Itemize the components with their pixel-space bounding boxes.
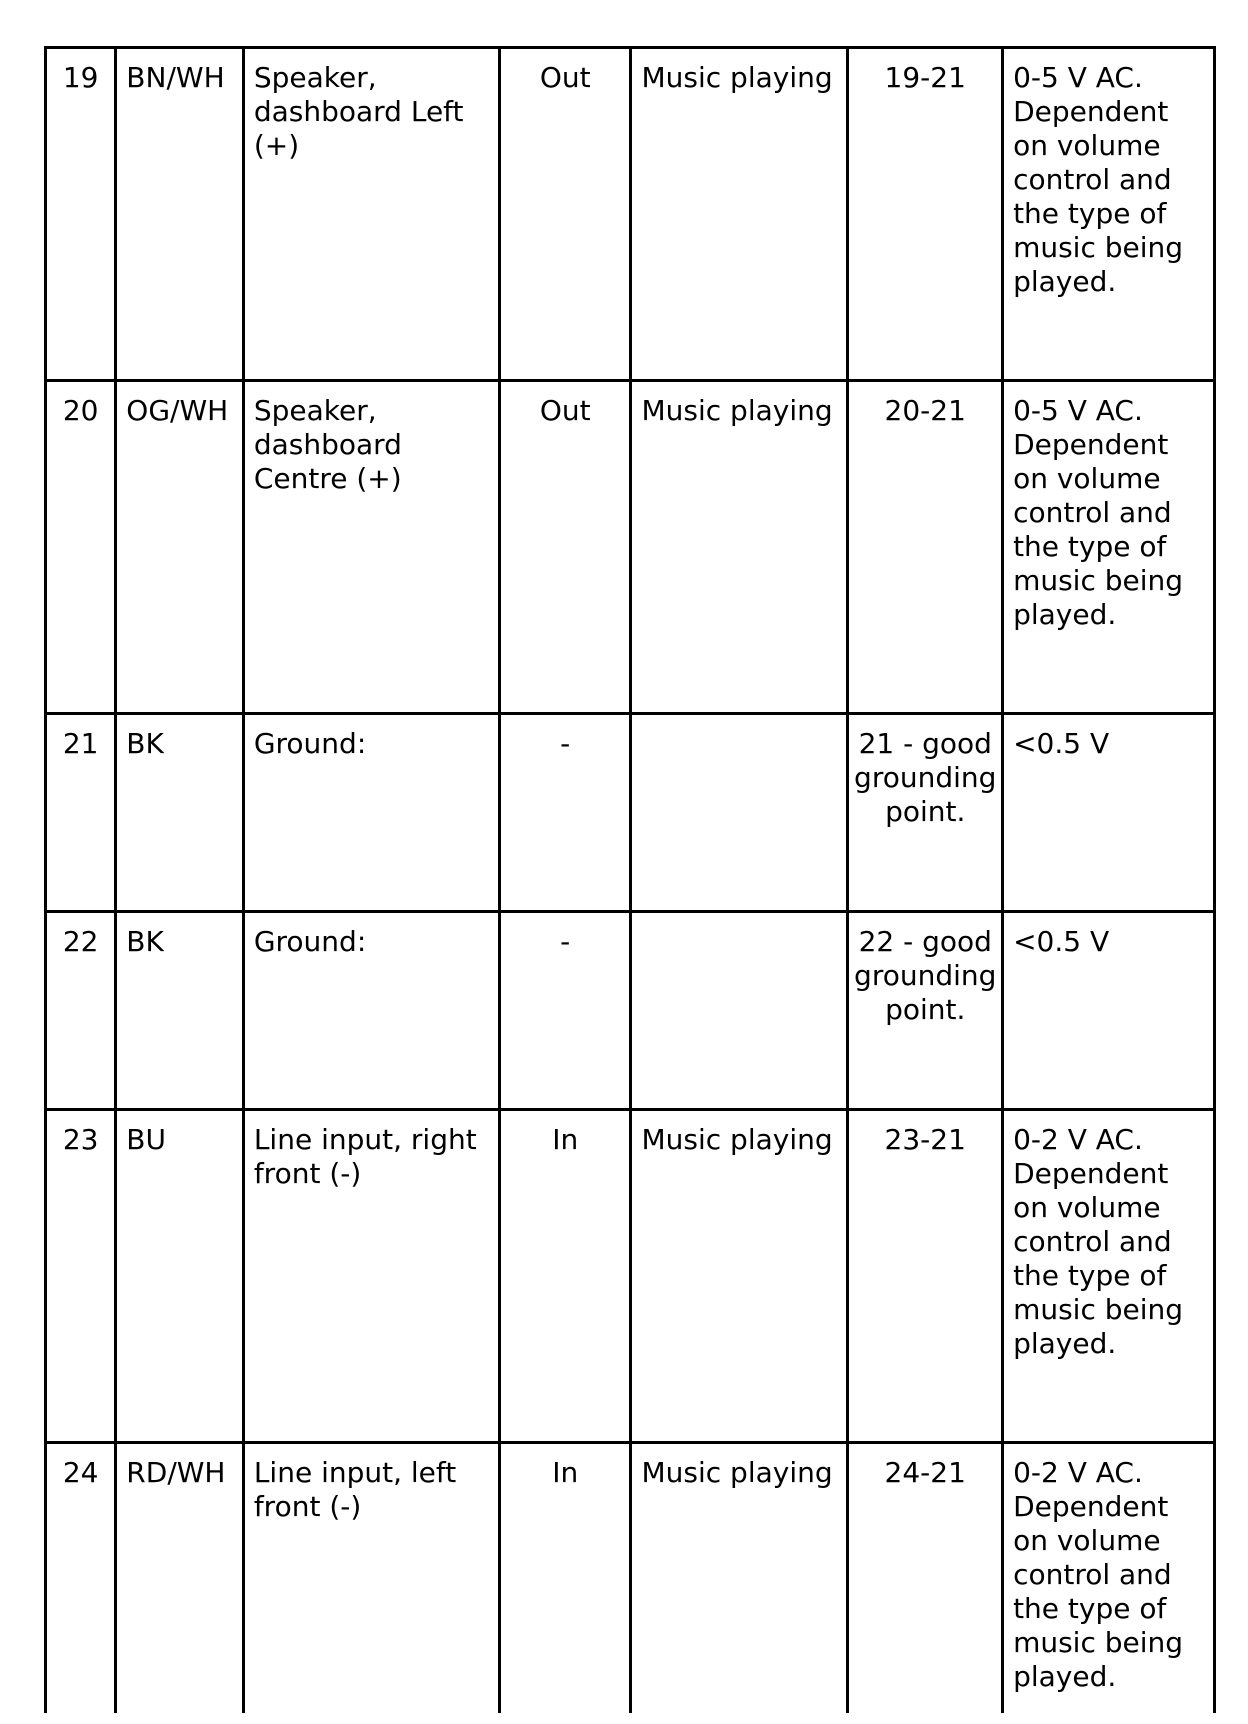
wire-color-cell: BU — [116, 1110, 244, 1443]
value-cell: 0-5 V AC. Dependent on volume control and the type of music being played. — [1003, 381, 1215, 714]
wire-color-cell: BK — [116, 714, 244, 912]
wire-color-cell: OG/WH — [116, 381, 244, 714]
wire-color-cell: RD/WH — [116, 1443, 244, 1714]
measure-point-cell: 22 - good grounding point. — [848, 912, 1003, 1110]
condition-cell: Music playing — [631, 1110, 848, 1443]
signal-type-cell: Out — [499, 48, 631, 381]
pin-cell: 24 — [46, 1443, 116, 1714]
pin-cell: 19 — [46, 48, 116, 381]
signal-type-cell: Out — [499, 381, 631, 714]
wire-color-cell: BK — [116, 912, 244, 1110]
table-row — [46, 1110, 1215, 1443]
measure-point-cell: 23-21 — [848, 1110, 1003, 1443]
pin-cell: 23 — [46, 1110, 116, 1443]
pin-cell: 21 — [46, 714, 116, 912]
measure-point-cell: 24-21 — [848, 1443, 1003, 1714]
description-cell: Line input, right front (-) — [243, 1110, 499, 1443]
description-cell: Ground: — [243, 714, 499, 912]
value-cell: 0-2 V AC. Dependent on volume control and the type of music being played. — [1003, 1110, 1215, 1443]
signal-type-cell: - — [499, 714, 631, 912]
wire-color-cell: BN/WH — [116, 48, 244, 381]
table-row — [46, 912, 1215, 1110]
table-row — [46, 48, 1215, 381]
pin-cell: 20 — [46, 381, 116, 714]
value-cell: <0.5 V — [1003, 714, 1215, 912]
measure-point-cell: 21 - good grounding point. — [848, 714, 1003, 912]
signal-type-cell: - — [499, 912, 631, 1110]
condition-cell: Music playing — [631, 381, 848, 714]
signal-type-cell: In — [499, 1110, 631, 1443]
pin-cell: 22 — [46, 912, 116, 1110]
description-cell: Ground: — [243, 912, 499, 1110]
table-row — [46, 381, 1215, 714]
table-row — [46, 714, 1215, 912]
description-cell: Speaker, dashboard Centre (+) — [243, 381, 499, 714]
description-cell: Speaker, dashboard Left (+) — [243, 48, 499, 381]
table-row — [46, 1443, 1215, 1714]
connector-pin-table — [44, 46, 1216, 1713]
value-cell: 0-2 V AC. Dependent on volume control and the type of music being played. — [1003, 1443, 1215, 1714]
condition-cell — [631, 714, 848, 912]
condition-cell: Music playing — [631, 48, 848, 381]
description-cell: Line input, left front (-) — [243, 1443, 499, 1714]
measure-point-cell: 19-21 — [848, 48, 1003, 381]
value-cell: <0.5 V — [1003, 912, 1215, 1110]
signal-type-cell: In — [499, 1443, 631, 1714]
condition-cell: Music playing — [631, 1443, 848, 1714]
measure-point-cell: 20-21 — [848, 381, 1003, 714]
condition-cell — [631, 912, 848, 1110]
value-cell: 0-5 V AC. Dependent on volume control and the type of music being played. — [1003, 48, 1215, 381]
